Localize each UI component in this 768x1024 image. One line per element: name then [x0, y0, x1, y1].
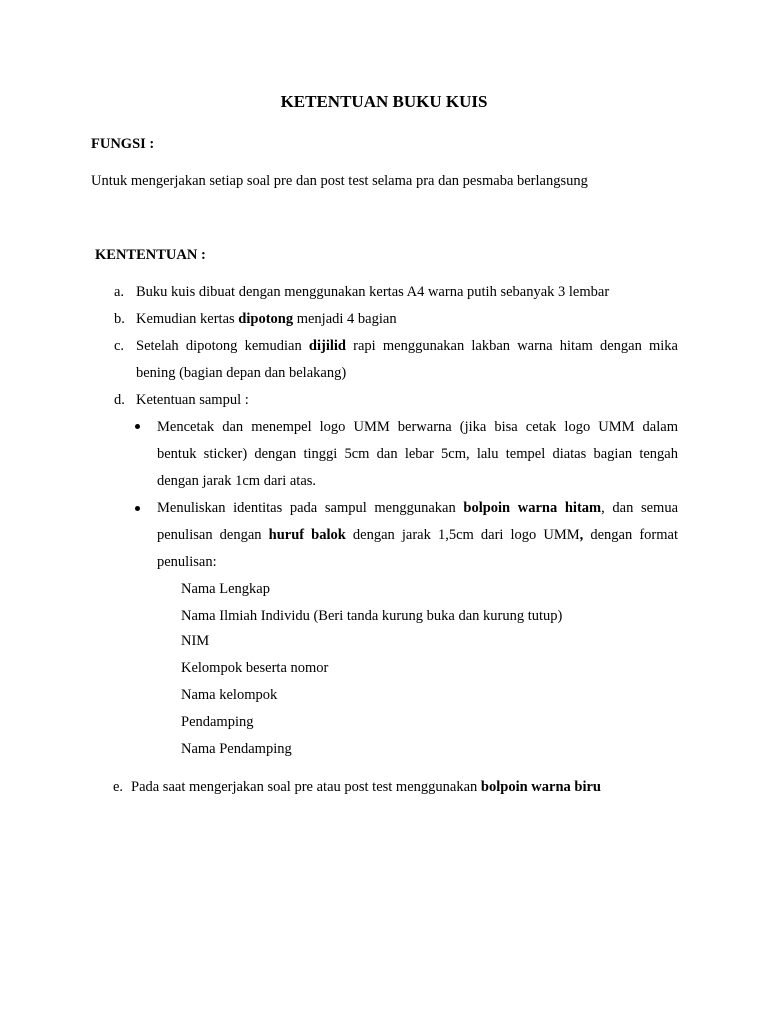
bullet-icon — [135, 424, 140, 429]
list-item-b-pre: Kemudian kertas — [136, 311, 239, 327]
list-marker-b: b. — [114, 311, 125, 327]
format-item-nama-lengkap: Nama Lengkap — [181, 581, 270, 597]
list-item-b-post: menjadi 4 bagian — [293, 311, 397, 327]
list-item-b-bold: dipotong — [238, 311, 294, 327]
list-item-c-pre: Setelah dipotong kemudian — [136, 338, 309, 354]
list-marker-a: a. — [114, 284, 125, 300]
list-item-a: Buku kuis dibuat dengan menggunakan kertas A4 warna putih sebanyak 3 lembar — [136, 284, 610, 300]
bullet2-post: , dan semua — [601, 500, 678, 516]
bullet1-line3: dengan jarak 1cm dari atas. — [157, 473, 317, 489]
bullet2-line2-bold2: , — [579, 527, 584, 543]
ketentuan-heading: KENTENTUAN : — [95, 247, 206, 263]
list-item-c-line2: bening (bagian depan dan belakang) — [136, 365, 347, 381]
fungsi-text: Untuk mengerjakan setiap soal pre dan post test selama pra dan pesmaba berlangsung — [91, 173, 588, 189]
page-title: KETENTUAN BUKU KUIS — [280, 92, 488, 111]
bullet1-line1: Mencetak dan menempel logo UMM berwarna (jika bisa cetak logo UMM dalam — [157, 419, 678, 435]
bullet2-bold: bolpoin warna hitam — [463, 500, 602, 516]
bullet2-line2 — [157, 525, 678, 545]
bullet2-line2-pre: penulisan dengan — [157, 527, 269, 543]
bullet1-line2: bentuk sticker) dengan tinggi 5cm dan lebar 5cm, lalu tempel diatas bagian tengah — [157, 446, 678, 462]
format-item-kelompok: Kelompok beserta nomor — [181, 660, 329, 676]
fungsi-heading: FUNGSI : — [91, 136, 155, 152]
list-item-e-pre: Pada saat mengerjakan soal pre atau post test menggunakan — [131, 779, 481, 795]
list-item-c-post: rapi menggunakan lakban warna hitam dengan mika — [346, 338, 678, 354]
list-item-c-line1 — [136, 336, 678, 356]
format-item-nama-ilmiah: Nama Ilmiah Individu (Beri tanda kurung buka dan kurung tutup) — [181, 608, 563, 624]
list-item-d: Ketentuan sampul : — [136, 392, 249, 408]
format-item-nama-kelompok: Nama kelompok — [181, 687, 278, 703]
list-marker-d: d. — [114, 392, 125, 408]
list-item-e-bold: bolpoin warna biru — [480, 779, 601, 795]
format-item-nim: NIM — [181, 633, 210, 649]
list-item-e — [131, 779, 601, 796]
bullet2-line2-post: dengan format — [583, 527, 678, 543]
bullet-icon — [135, 506, 140, 511]
format-item-nama-pendamping: Nama Pendamping — [181, 741, 292, 757]
bullet2-line2-mid: dengan jarak 1,5cm dari logo UMM — [345, 527, 580, 543]
bullet2-line1 — [157, 498, 678, 518]
bullet2-pre: Menuliskan identitas pada sampul menggunakan — [157, 500, 464, 516]
list-marker-c: c. — [114, 338, 125, 354]
bullet2-line3: penulisan: — [157, 554, 217, 570]
format-item-pendamping: Pendamping — [181, 714, 254, 730]
bullet2-line2-bold: huruf balok — [268, 527, 346, 543]
list-item-b — [136, 311, 397, 328]
list-marker-e: e. — [113, 779, 124, 795]
list-item-c-bold: dijilid — [308, 338, 346, 354]
